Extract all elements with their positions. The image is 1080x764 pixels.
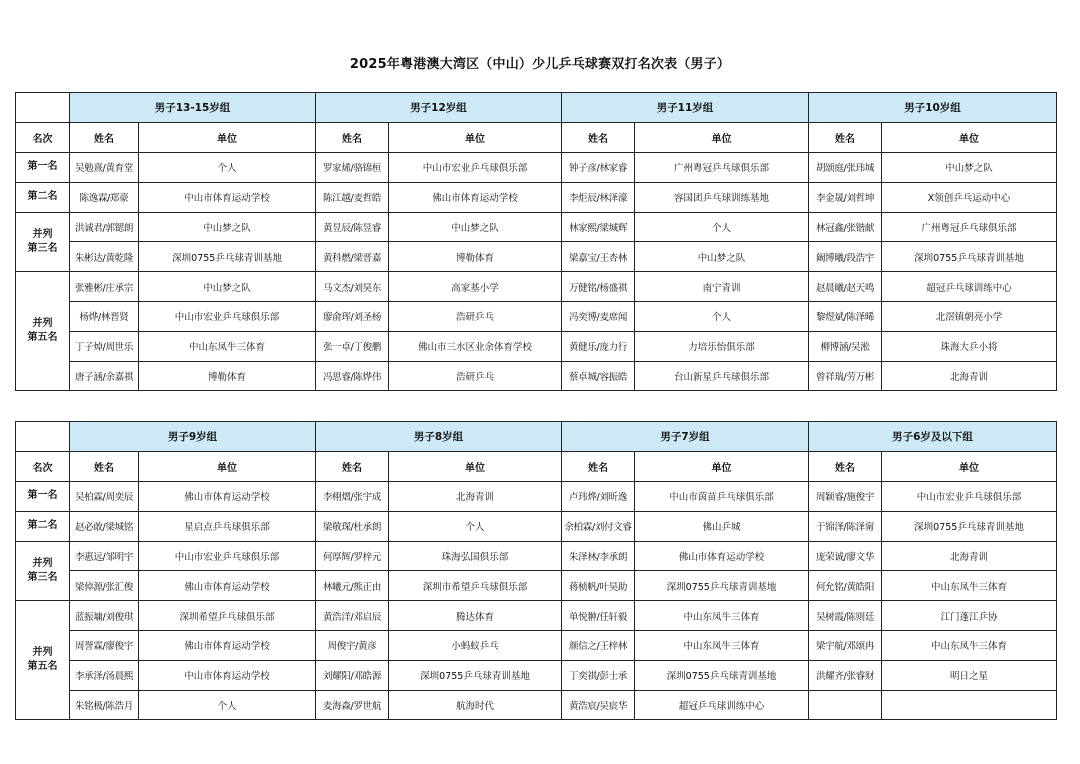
player-names: 丁子焯/周世乐	[70, 331, 139, 361]
player-names: 阚博曦/段浩宇	[809, 242, 882, 272]
table-row	[16, 690, 1057, 720]
player-names: 马文杰/刘昊东	[316, 272, 389, 302]
player-names: 梁倬源/张汇俊	[70, 571, 139, 601]
table-row	[16, 630, 1057, 660]
player-unit: 佛山市体育运动学校	[389, 182, 562, 212]
name-header: 姓名	[562, 123, 635, 153]
player-unit: 佛山市体育运动学校	[139, 571, 316, 601]
player-names: 周俊宇/黄彦	[316, 630, 389, 660]
table-row	[16, 571, 1057, 601]
page-title: 2025年粤港澳大湾区（中山）少儿乒乓球赛双打名次表（男子）	[349, 57, 731, 72]
rank-joint-third: 并列 第三名	[16, 212, 70, 272]
player-names: 于锦泽/陈泽甯	[809, 511, 882, 541]
table-row	[16, 301, 1057, 331]
table-row	[16, 660, 1057, 690]
player-names: 林曦元/熊正由	[316, 571, 389, 601]
table-row	[16, 272, 1057, 302]
rank-header: 名次	[16, 452, 70, 482]
player-unit: 个人	[635, 301, 809, 331]
player-unit: 腾达体育	[389, 601, 562, 631]
player-unit: 中山梦之队	[139, 212, 316, 242]
player-names: 黄浩洋/邓启辰	[316, 601, 389, 631]
player-unit: 力培乐怡俱乐部	[635, 331, 809, 361]
player-unit: 中山梦之队	[389, 212, 562, 242]
table-row	[16, 601, 1057, 631]
player-names: 吴勉熹/黄育堂	[70, 153, 139, 183]
rank-first: 第一名	[16, 153, 70, 183]
unit-header: 单位	[635, 452, 809, 482]
player-unit: X领创乒乓运动中心	[882, 182, 1057, 212]
player-unit: 超冠乒乓球训练中心	[635, 690, 809, 720]
player-unit: 中山东凤牛三体育	[882, 571, 1057, 601]
table-row	[16, 511, 1057, 541]
player-unit: 中山梦之队	[882, 153, 1057, 183]
player-names: 蔡卓城/容振皓	[562, 361, 635, 391]
player-unit: 超冠乒乓球训练中心	[882, 272, 1057, 302]
table-row	[16, 242, 1057, 272]
corner-cell	[16, 422, 70, 452]
player-names: 庞荣诚/廖文华	[809, 541, 882, 571]
rank-joint-fifth: 并列 第五名	[16, 272, 70, 391]
group-header: 男子8岁组	[316, 422, 562, 452]
group-header: 男子6岁及以下组	[809, 422, 1057, 452]
player-unit: 中山东凤牛三体育	[635, 601, 809, 631]
player-unit: 深圳0755乒乓球青训基地	[389, 660, 562, 690]
player-names: 吴柏霖/周奕辰	[70, 482, 139, 512]
table-row	[16, 331, 1057, 361]
player-names: 张雅彬/庄承宗	[70, 272, 139, 302]
rank-table-lower	[15, 421, 1057, 720]
player-unit: 高家基小学	[389, 272, 562, 302]
player-names: 赵晨曦/赵天鸣	[809, 272, 882, 302]
player-unit: 博勒体育	[139, 361, 316, 391]
player-unit: 中山梦之队	[139, 272, 316, 302]
player-unit: 台山新星乒乓球俱乐部	[635, 361, 809, 391]
unit-header: 单位	[139, 123, 316, 153]
player-names: 颜信之/王梓林	[562, 630, 635, 660]
player-names: 梁嘉宝/王杏林	[562, 242, 635, 272]
player-unit: 深圳0755乒乓球青训基地	[139, 242, 316, 272]
group-header: 男子7岁组	[562, 422, 809, 452]
rank-joint-fifth: 并列 第五名	[16, 601, 70, 720]
player-names: 余柏霖/刘付文睿	[562, 511, 635, 541]
player-unit: 深圳市希望乒乓球俱乐部	[389, 571, 562, 601]
name-header: 姓名	[316, 452, 389, 482]
player-names: 刘耀阳/邓皓源	[316, 660, 389, 690]
table-row	[16, 482, 1057, 512]
player-names: 梁宇航/邓颂冉	[809, 630, 882, 660]
player-names: 钟子彦/林家睿	[562, 153, 635, 183]
corner-cell	[16, 93, 70, 123]
player-names: 胡颂庭/张玮城	[809, 153, 882, 183]
unit-header: 单位	[882, 452, 1057, 482]
player-unit: 北海青训	[882, 541, 1057, 571]
player-unit: 深圳0755乒乓球青训基地	[635, 660, 809, 690]
player-unit: 中山市宏业乒乓球俱乐部	[139, 541, 316, 571]
player-unit: 深圳0755乒乓球青训基地	[882, 242, 1057, 272]
group-header: 男子12岁组	[316, 93, 562, 123]
player-names: 何允铭/黄皓阳	[809, 571, 882, 601]
player-names: 梁敬琛/杜承朗	[316, 511, 389, 541]
player-unit: 容国团乒乓球训练基地	[635, 182, 809, 212]
player-names: 黄健乐/庞力行	[562, 331, 635, 361]
player-names: 朱铭极/陈浩月	[70, 690, 139, 720]
player-unit: 北海青训	[389, 482, 562, 512]
name-header: 姓名	[70, 452, 139, 482]
player-names: 蓝振墉/刘俊琪	[70, 601, 139, 631]
unit-header: 单位	[389, 452, 562, 482]
player-names: 丁奕祺/彭士承	[562, 660, 635, 690]
name-header: 姓名	[809, 123, 882, 153]
player-names	[809, 690, 882, 720]
player-unit: 广州粤冠乒乓球俱乐部	[635, 153, 809, 183]
table-row	[16, 541, 1057, 571]
player-unit: 浩研乒乓	[389, 301, 562, 331]
player-unit: 个人	[139, 153, 316, 183]
rank-table-upper	[15, 92, 1057, 391]
player-unit: 浩研乒乓	[389, 361, 562, 391]
rank-second: 第二名	[16, 511, 70, 541]
player-names: 吴树霞/陈则廷	[809, 601, 882, 631]
player-unit: 深圳希望乒乓球俱乐部	[139, 601, 316, 631]
player-names: 黄科燃/梁晋嘉	[316, 242, 389, 272]
player-unit: 珠海弘国俱乐部	[389, 541, 562, 571]
player-names: 李惠远/邹明宇	[70, 541, 139, 571]
player-names: 杨烨/林晋贤	[70, 301, 139, 331]
player-names: 曾祥瑞/劳万彬	[809, 361, 882, 391]
player-unit: 佛山市体育运动学校	[635, 541, 809, 571]
player-names: 李承泽/汤晨熙	[70, 660, 139, 690]
player-names: 罗家烯/骆锦桓	[316, 153, 389, 183]
player-names: 张一卓/丁俊鹏	[316, 331, 389, 361]
player-names: 黎煜斌/陈泽晞	[809, 301, 882, 331]
group-header: 男子11岁组	[562, 93, 809, 123]
player-unit: 珠海大乒小将	[882, 331, 1057, 361]
player-unit: 北滘镇朝亮小学	[882, 301, 1057, 331]
player-unit: 南宁青训	[635, 272, 809, 302]
player-unit: 佛山市体育运动学校	[139, 482, 316, 512]
player-unit: 广州粤冠乒乓球俱乐部	[882, 212, 1057, 242]
name-header: 姓名	[316, 123, 389, 153]
player-names: 冯奕博/麦席闻	[562, 301, 635, 331]
player-unit: 中山梦之队	[635, 242, 809, 272]
player-names: 唐子涵/余嘉祺	[70, 361, 139, 391]
player-names: 朱泽林/李承朗	[562, 541, 635, 571]
player-unit: 个人	[389, 511, 562, 541]
player-unit: 深圳0755乒乓球青训基地	[635, 571, 809, 601]
table-row	[16, 212, 1057, 242]
player-names: 周誉霖/廖俊宇	[70, 630, 139, 660]
unit-header: 单位	[635, 123, 809, 153]
player-names: 陈江越/麦哲皓	[316, 182, 389, 212]
name-header: 姓名	[70, 123, 139, 153]
player-names: 卢玮烨/刘昕逸	[562, 482, 635, 512]
group-header: 男子10岁组	[809, 93, 1057, 123]
group-header: 男子13-15岁组	[70, 93, 316, 123]
player-unit: 中山东凤牛三体育	[882, 630, 1057, 660]
player-unit: 中山市体育运动学校	[139, 182, 316, 212]
group-header: 男子9岁组	[70, 422, 316, 452]
rank-header: 名次	[16, 123, 70, 153]
player-unit: 北海青训	[882, 361, 1057, 391]
rank-joint-third: 并列 第三名	[16, 541, 70, 601]
player-names: 林家熙/梁城辉	[562, 212, 635, 242]
player-names: 朱彬达/黄乾隆	[70, 242, 139, 272]
player-names: 蒋桢帆/叶昊助	[562, 571, 635, 601]
player-names: 冯思睿/陈烨伟	[316, 361, 389, 391]
player-unit: 中山市体育运动学校	[139, 660, 316, 690]
player-unit: 深圳0755乒乓球青训基地	[882, 511, 1057, 541]
player-unit: 中山市茵苗乒乓球俱乐部	[635, 482, 809, 512]
player-unit: 个人	[635, 212, 809, 242]
player-unit: 中山市宏业乒乓球俱乐部	[139, 301, 316, 331]
unit-header: 单位	[139, 452, 316, 482]
player-names: 周颖睿/施俊宇	[809, 482, 882, 512]
player-names: 黄昱辰/陈昱睿	[316, 212, 389, 242]
unit-header: 单位	[882, 123, 1057, 153]
player-unit: 中山东凤牛三体育	[635, 630, 809, 660]
player-unit: 个人	[139, 690, 316, 720]
player-names: 洪耀齐/张睿财	[809, 660, 882, 690]
player-unit: 中山东凤牛三体育	[139, 331, 316, 361]
player-names: 何厚辉/罗梓元	[316, 541, 389, 571]
player-unit: 佛山市体育运动学校	[139, 630, 316, 660]
player-names: 麦海森/罗世航	[316, 690, 389, 720]
player-unit: 中山市宏业乒乓球俱乐部	[882, 482, 1057, 512]
player-unit: 中山市宏业乒乓球俱乐部	[389, 153, 562, 183]
player-names: 柳博涵/吴淞	[809, 331, 882, 361]
name-header: 姓名	[809, 452, 882, 482]
player-names: 李炬辰/林泽濠	[562, 182, 635, 212]
player-unit: 江门蓬江乒协	[882, 601, 1057, 631]
unit-header: 单位	[389, 123, 562, 153]
player-names: 单悦翀/任轩毅	[562, 601, 635, 631]
player-unit	[882, 690, 1057, 720]
table-row	[16, 153, 1057, 183]
player-names: 李金晟/刘哲坤	[809, 182, 882, 212]
player-names: 洪诚君/郭锶朗	[70, 212, 139, 242]
player-unit: 航海时代	[389, 690, 562, 720]
player-unit: 佛山乒城	[635, 511, 809, 541]
player-unit: 星启点乒乓球俱乐部	[139, 511, 316, 541]
rank-second: 第二名	[16, 182, 70, 212]
player-names: 黄浩宸/吴宸华	[562, 690, 635, 720]
player-unit: 小蚂蚁乒乓	[389, 630, 562, 660]
player-unit: 博勒体育	[389, 242, 562, 272]
player-unit: 佛山市三水区业余体育学校	[389, 331, 562, 361]
name-header: 姓名	[562, 452, 635, 482]
player-names: 廖俞珲/刘圣杨	[316, 301, 389, 331]
table-row	[16, 182, 1057, 212]
player-names: 林冠鑫/张锴献	[809, 212, 882, 242]
rank-first: 第一名	[16, 482, 70, 512]
player-names: 陈逸霖/郑豪	[70, 182, 139, 212]
player-unit: 明日之星	[882, 660, 1057, 690]
player-names: 赵必敢/梁城铭	[70, 511, 139, 541]
player-names: 万健铭/杨盛祺	[562, 272, 635, 302]
table-row	[16, 361, 1057, 391]
player-names: 李栩熠/张宇成	[316, 482, 389, 512]
